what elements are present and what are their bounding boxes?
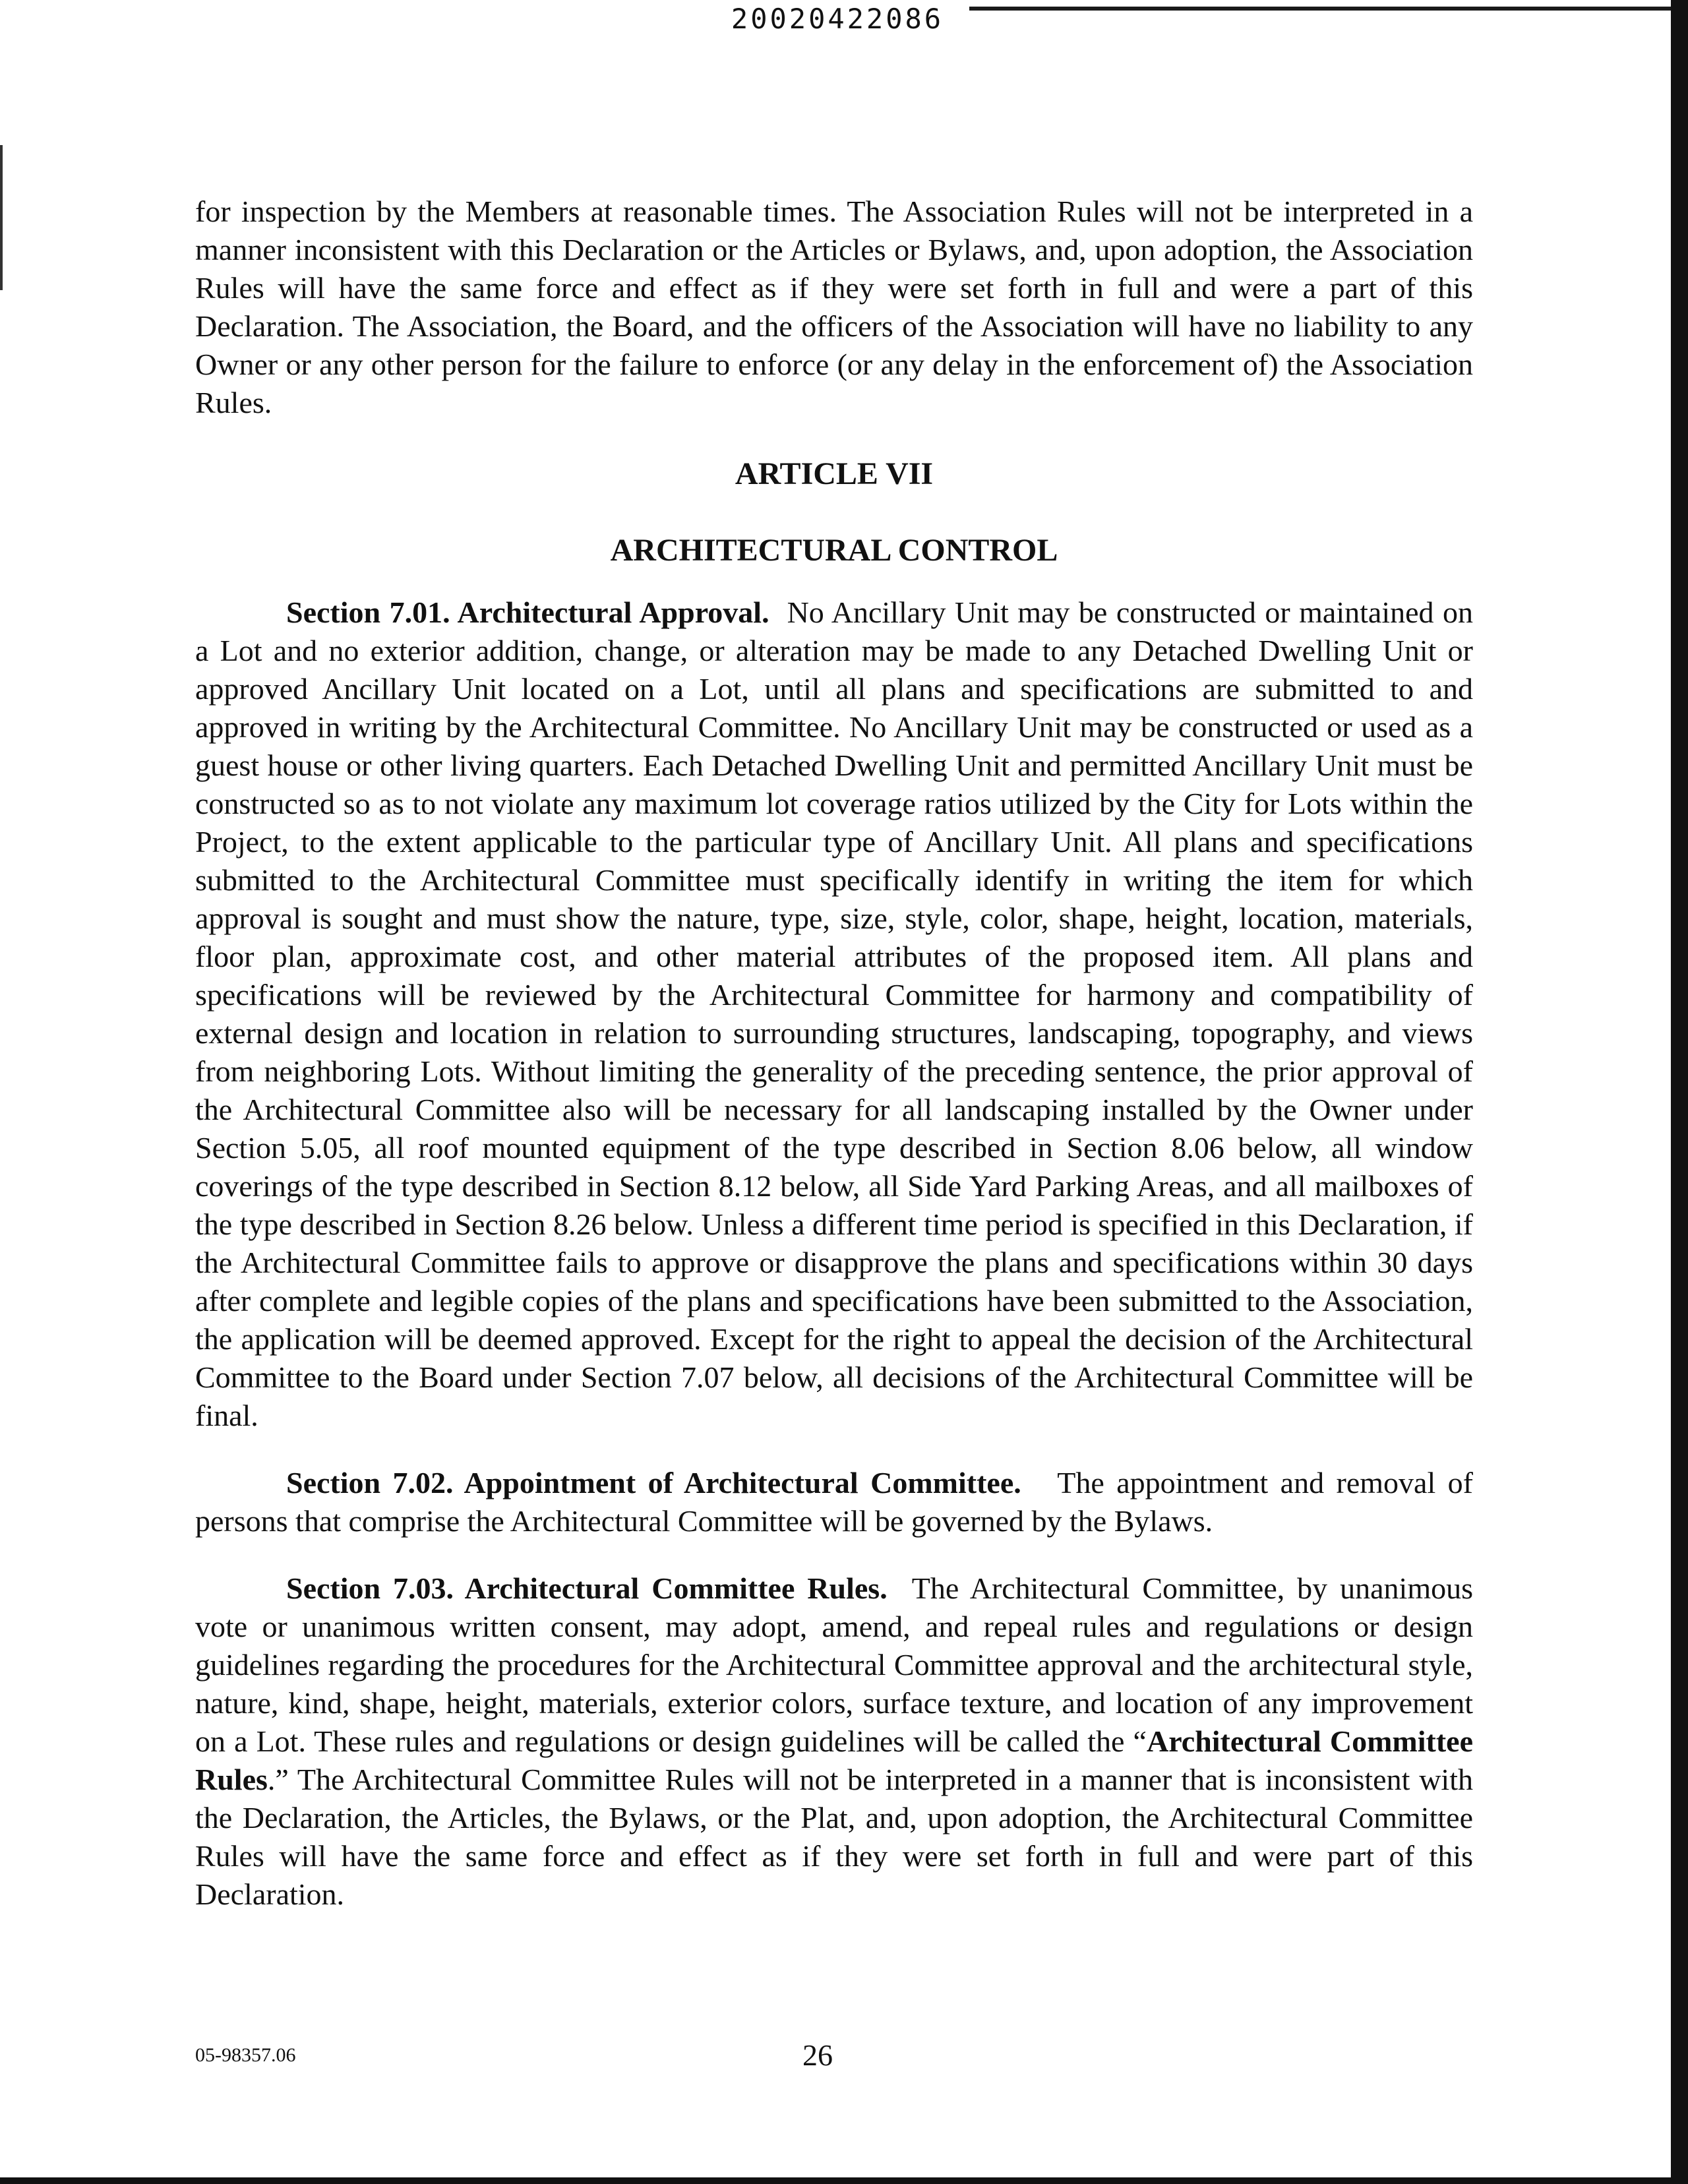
article-title: ARCHITECTURAL CONTROL: [610, 533, 1058, 568]
section-body: The appointment and removal of persons that comprise the Architectural Committee will be governed by the Bylaws.: [195, 1466, 1474, 1538]
section-7-02: [195, 1464, 1473, 1540]
section-7-03: [195, 1569, 1473, 1914]
page-body: [195, 193, 1473, 1914]
scan-top-border: [969, 7, 1688, 11]
section-body-part-2: .” The Architectural Committee Rules will not be interpreted in a manner that is inconsistent with the Declaration, the Articles, the Bylaws, or the Plat, and, upon adoption, the Architectural Committee Rules will have the same force and effect as if they were set forth in full and were part of this Declaration.: [195, 1763, 1473, 1911]
article-number: ARTICLE VII: [735, 456, 934, 491]
intro-paragraph: for inspection by the Members at reasonable times. The Association Rules will not be interpreted in a manner inconsistent with this Declaration or the Articles or Bylaws, and, upon adoption, the Association Rules will have the same force and effect as if they were set forth in full and were a part of this Declaration. The Association, the Board, and the officers of the Association will have no liability to any Owner or any other person for the failure to enforce (or any delay in the enforcement of) the Association Rules.: [195, 195, 1473, 419]
section-body-part-1: The Architectural Committee, by unanimous vote or unanimous written consent, may adopt, amend, and repeal rules and regulations or design guidelines regarding the procedures for the Architectural Committee approval and the architectural style, nature, kind, shape, height, materials, exterior colors, surface texture, and location of any improvement on a Lot. These rules and regulations or design guidelines will be called the “: [195, 1571, 1474, 1758]
section-heading: Section 7.02. Appointment of Architectural Committee.: [286, 1466, 1021, 1500]
scan-bottom-border: [0, 2177, 1688, 2184]
page-number: 26: [802, 2038, 833, 2072]
section-7-01: [195, 593, 1473, 1435]
scan-right-border: [1671, 0, 1688, 2184]
section-heading: Section 7.01. Architectural Approval.: [286, 595, 769, 629]
defined-term: Architectural Committee Rules: [195, 1724, 1473, 1796]
recording-number: 20020422086: [731, 3, 944, 35]
scan-left-mark: [0, 145, 3, 290]
section-body: No Ancillary Unit may be constructed or maintained on a Lot and no exterior addition, change, or alteration may be made to any Detached Dwelling Unit or approved Ancillary Unit located on a Lot, until all plans and specifications are submitted to and approved in writing by the Architectural Committee. No Ancillary Unit may be constructed or used as a guest house or other living quarters. Each Detached Dwelling Unit and permitted Ancillary Unit must be constructed so as to not violate any maximum lot coverage ratios utilized by the City for Lots within the Project, to the extent applicable to the particular type of Ancillary Unit. All plans and specifications submitted to the Architectural Committee must specifically identify in writing the item for which approval is sought and must show the nature, type, size, style, color, shape, height, location, materials, floor plan, approximate cost, and other material attributes of the proposed item. All plans and specifications will be reviewed by the Architectural Committee for harmony and compatibility of external design and location in relation to surrounding structures, landscaping, topography, and views from neighboring Lots. Without limiting the generality of the preceding sentence, the prior approval of the Architectural Committee also will be necessary for all landscaping installed by the Owner under Section 5.05, all roof mounted equipment of the type described in Section 8.06 below, all window coverings of the type described in Section 8.12 below, all Side Yard Parking Areas, and all mailboxes of the type described in Section 8.26 below. Unless a different time period is specified in this Declaration, if the Architectural Committee fails to approve or disapprove the plans and specifications within 30 days after complete and legible copies of the plans and specifications have been submitted to the Association, the application will be deemed approved. Except for the right to appeal the decision of the Architectural Committee to the Board under Section 7.07 below, all decisions of the Architectural Committee will be final.: [195, 595, 1474, 1432]
section-heading: Section 7.03. Architectural Committee Rules.: [286, 1571, 888, 1605]
footer-document-id: 05-98357.06: [195, 2044, 296, 2066]
